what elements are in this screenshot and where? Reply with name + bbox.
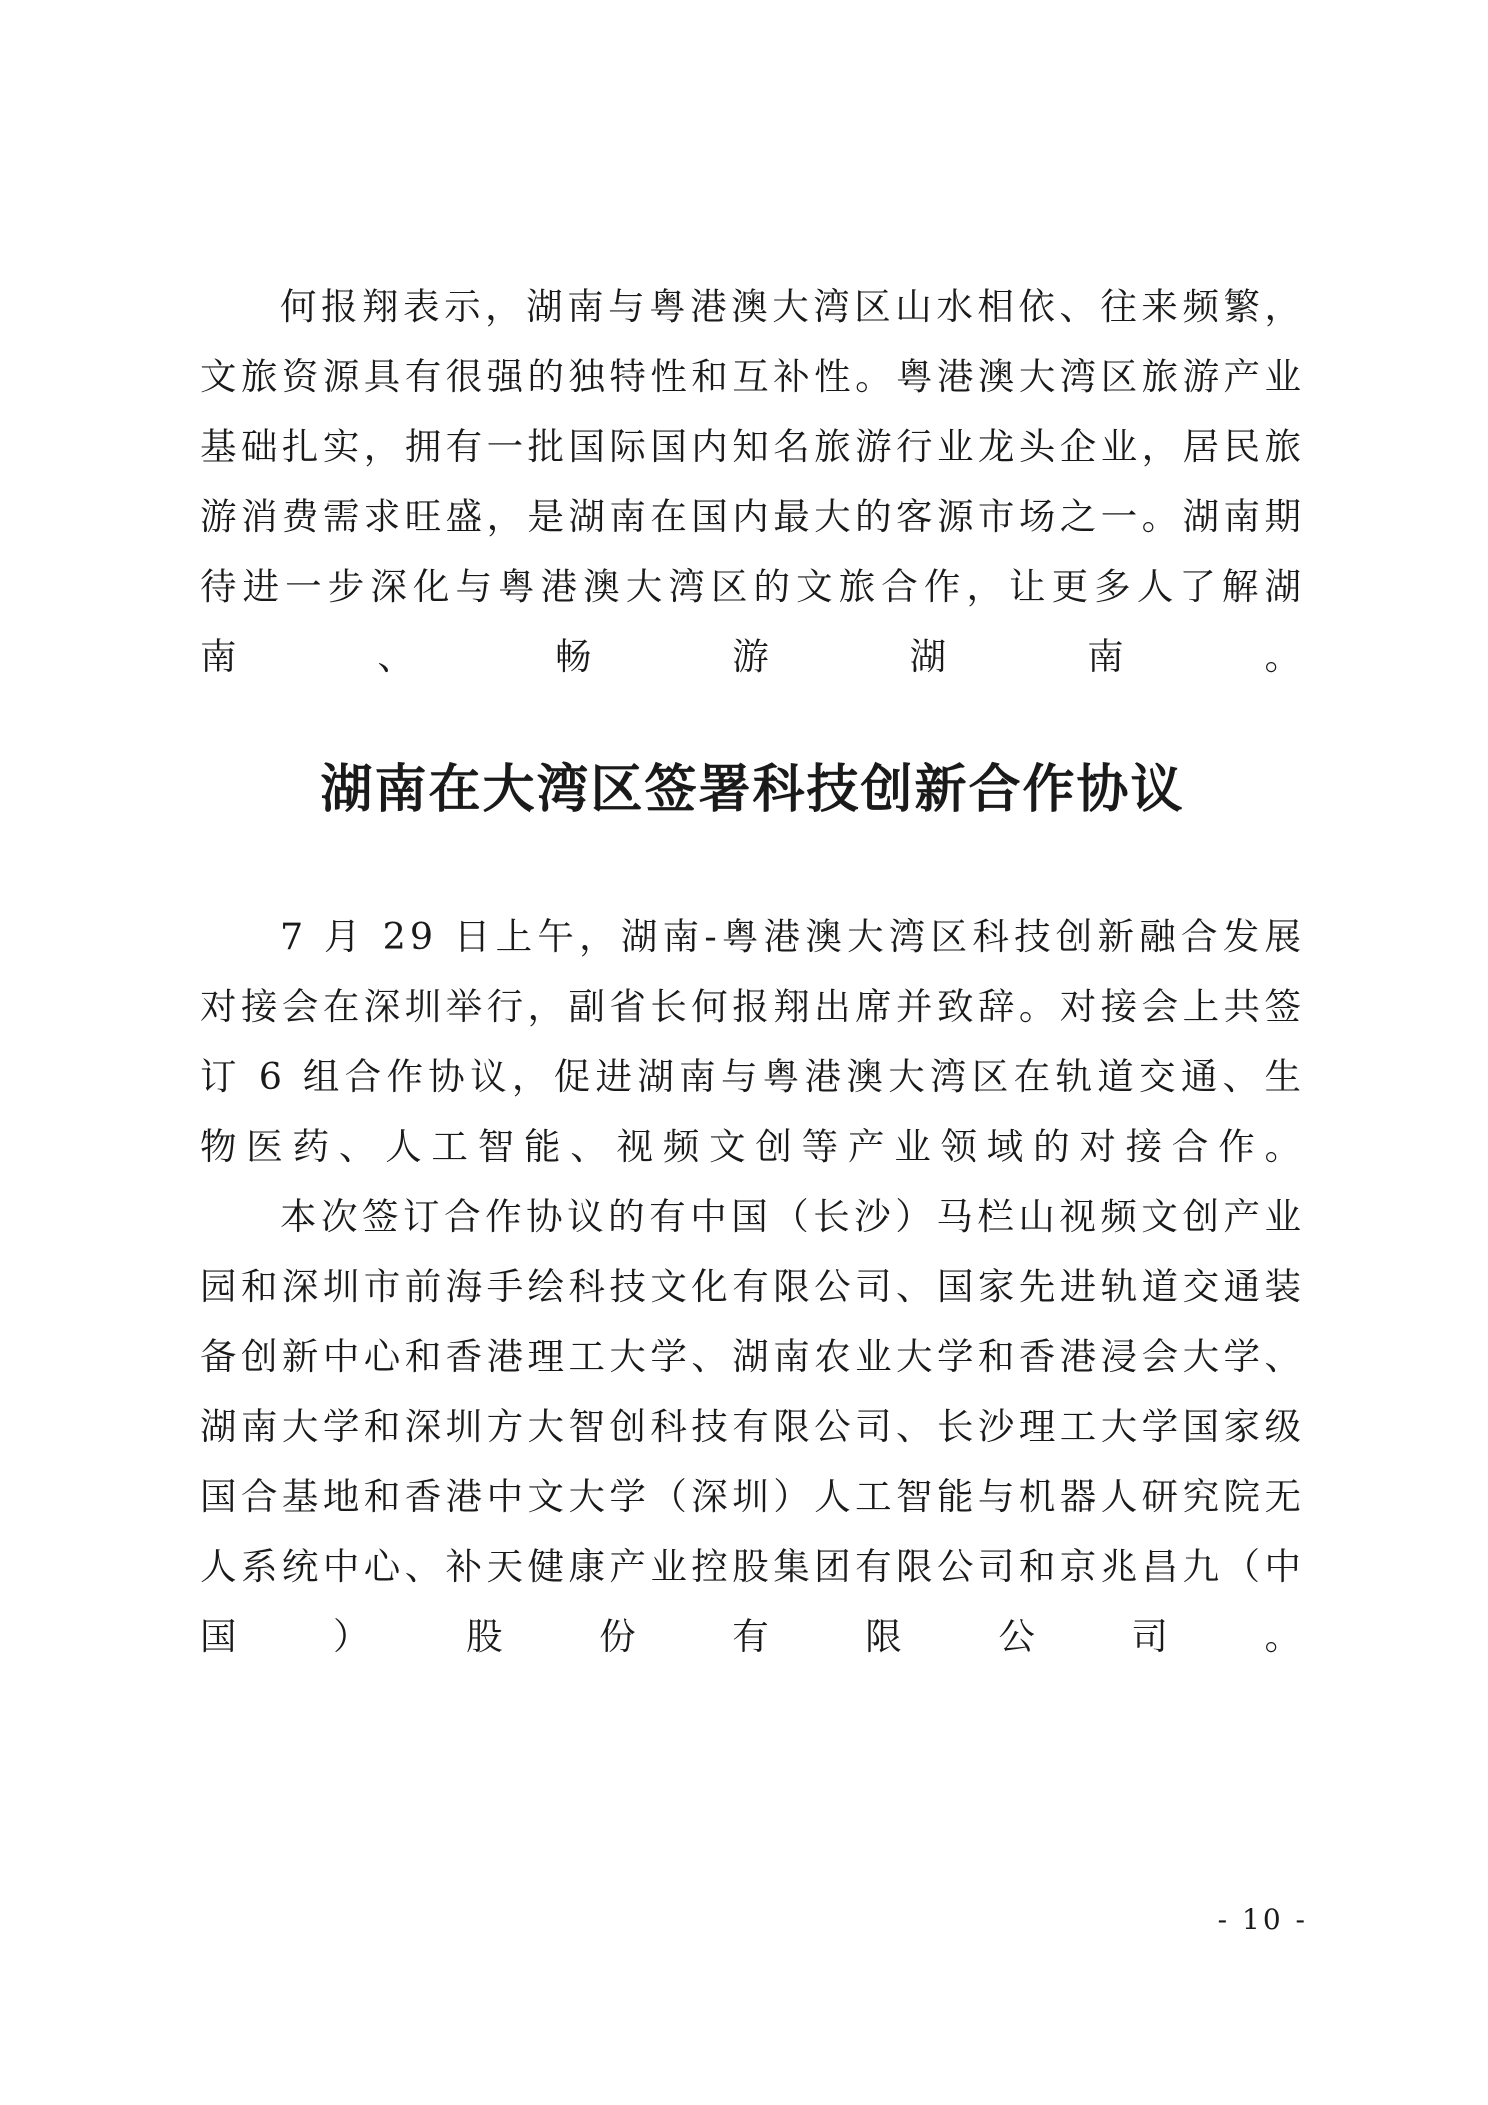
body-paragraph-signed-agreements: 本次签订合作协议的有中国（长沙）马栏山视频文创产业园和深圳市前海手绘科技文化有限公司、国家先进轨道交通装备创新中心和香港理工大学、湖南农业大学和香港浸会大学、湖南大学和深圳方大智创科技有限公司、长沙理工大学国家级国合基地和香港中文大学（深圳）人工智能与机器人研究院无人系统中心、补天健康产业控股集团有限公司和京兆昌九（中国）股份有限公司。 [200,1195,1305,1658]
body-paragraph-docking-meeting: 7 月 29 日上午，湖南-粤港澳大湾区科技创新融合发展对接会在深圳举行，副省长何报翔出席并致辞。对接会上共签订 6 组合作协议，促进湖南与粤港澳大湾区在轨道交通、生物医药、人工智能、视频文创等产业领域的对接合作。 [200,915,1305,1168]
section-title: 湖南在大湾区签署科技创新合作协议 [320,759,1185,820]
body-paragraph-travel-cooperation: 何报翔表示，湖南与粤港澳大湾区山水相依、往来频繁，文旅资源具有很强的独特性和互补性。粤港澳大湾区旅游产业基础扎实，拥有一批国际国内知名旅游行业龙头企业，居民旅游消费需求旺盛，是湖南在国内最大的客源市场之一。湖南期待进一步深化与粤港澳大湾区的文旅合作，让更多人了解湖南、畅游湖南。 [200,285,1305,678]
page-number: - 10 - [1217,1903,1308,1936]
